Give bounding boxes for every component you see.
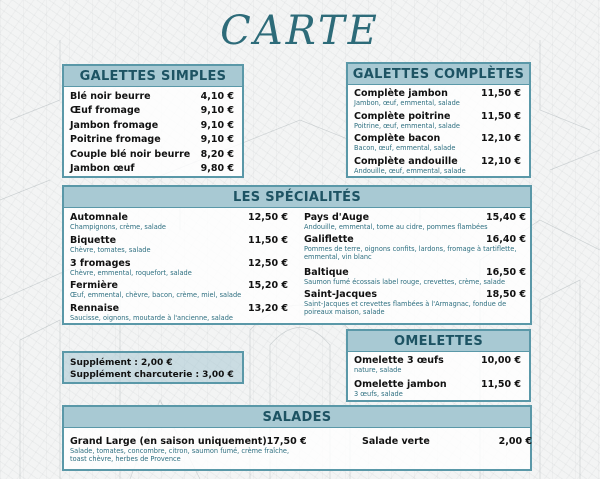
menu-item <box>304 212 526 234</box>
item-price: 13,20 € <box>248 303 288 315</box>
item-price: 9,10 € <box>200 134 234 146</box>
item-price: 15,20 € <box>248 280 288 292</box>
menu-item <box>70 303 288 326</box>
item-description: Andouille, emmental, tome au cidre, pommes flambées <box>304 223 488 231</box>
item-price: 11,50 € <box>481 379 521 390</box>
item-name: Complète jambon <box>354 88 448 99</box>
item-description: Œuf, emmental, chèvre, bacon, crème, miel, salade <box>70 291 242 300</box>
item-price: 2,00 € <box>498 436 532 447</box>
item-price: 8,20 € <box>200 148 234 160</box>
item-name: Poitrine fromage <box>70 134 161 146</box>
item-description: Saint-Jacques et crevettes flambées à l'Armagnac, fondue de poireaux maison, salade <box>304 300 507 316</box>
item-price: 10,00 € <box>481 355 521 366</box>
menu-item <box>70 235 288 258</box>
item-name: Saint-Jacques <box>304 289 377 300</box>
omelettes-title: OMELETTES <box>348 331 529 352</box>
specialites-left-column <box>70 212 288 326</box>
menu-item <box>304 234 526 267</box>
item-name: Salade verte <box>362 436 430 447</box>
item-description: Bacon, œuf, emmental, salade <box>354 144 456 152</box>
supplement-line: Supplément : 2,00 € <box>70 358 173 368</box>
item-name: Pays d'Auge <box>304 212 370 223</box>
specialites-title: LES SPÉCIALITÉS <box>64 187 530 208</box>
galettes-completes-section <box>346 62 531 178</box>
galettes-simples-title: GALETTES SIMPLES <box>64 66 242 87</box>
supplement-charcuterie-line: Supplément charcuterie : 3,00 € <box>70 370 234 380</box>
galettes-simples-section <box>62 64 244 178</box>
item-name: Automnale <box>70 212 128 223</box>
page-title: CARTE <box>220 8 380 54</box>
menu-item <box>70 436 307 463</box>
omelettes-list <box>348 352 529 403</box>
menu-item <box>70 120 234 134</box>
menu-item <box>304 289 526 319</box>
menu-item <box>304 267 526 289</box>
item-price: 9,10 € <box>200 119 234 131</box>
item-price: 15,40 € <box>486 212 526 223</box>
menu-item <box>354 111 521 134</box>
menu-item <box>354 133 521 156</box>
item-description: Salade, tomates, concombre, citron, saumon fumé, crème fraîche, toast chèvre, herbes de Provence <box>70 447 290 463</box>
salades-title: SALADES <box>64 407 530 428</box>
galettes-completes-list <box>348 85 529 178</box>
item-price: 16,40 € <box>486 234 526 245</box>
item-description: Saumon fumé écossais label rouge, crevettes, crème, salade <box>304 278 506 286</box>
menu-item <box>354 88 521 111</box>
menu-item <box>70 163 234 177</box>
galettes-completes-title: GALETTES COMPLÈTES <box>348 64 529 85</box>
menu-item <box>354 355 521 379</box>
item-name: Blé noir beurre <box>70 91 151 102</box>
item-price: 12,10 € <box>481 155 521 167</box>
salades-section <box>62 405 532 471</box>
item-name: Couple blé noir beurre <box>70 148 191 160</box>
item-name: Galiflette <box>304 234 354 245</box>
item-name: Omelette jambon <box>354 379 447 390</box>
item-name: Fermière <box>70 280 118 292</box>
item-description: Poitrine, œuf, emmental, salade <box>354 121 460 130</box>
item-name: Complète andouille <box>354 155 458 167</box>
item-price: 9,10 € <box>200 105 234 117</box>
item-description: Chèvre, emmental, roquefort, salade <box>70 268 192 277</box>
item-description: Jambon, œuf, emmental, salade <box>354 99 460 107</box>
specialites-right-column <box>304 212 526 319</box>
menu-item <box>354 379 521 403</box>
item-price: 12,50 € <box>248 257 288 269</box>
item-price: 12,50 € <box>248 212 288 223</box>
menu-item <box>362 436 532 447</box>
item-price: 11,50 € <box>481 110 521 122</box>
item-price: 9,80 € <box>200 162 234 174</box>
omelettes-section <box>346 329 531 402</box>
item-name: 3 fromages <box>70 257 131 269</box>
item-price: 11,50 € <box>248 234 288 246</box>
menu-item <box>70 134 234 148</box>
item-description: Chèvre, tomates, salade <box>70 245 151 254</box>
item-price: 18,50 € <box>486 289 526 300</box>
item-description: 3 œufs, salade <box>354 390 403 398</box>
item-description: Pommes de terre, oignons confits, lardons, fromage à tartiflette, emmental, vin blanc <box>304 245 517 261</box>
item-name: Jambon fromage <box>70 119 159 131</box>
item-price: 17,50 € <box>266 436 307 447</box>
item-price: 4,10 € <box>200 91 234 102</box>
item-name: Biquette <box>70 234 117 246</box>
item-name: Œuf fromage <box>70 105 141 117</box>
menu-item <box>354 156 521 179</box>
item-description: Saucisse, oignons, moutarde à l'ancienne, salade <box>70 314 233 323</box>
menu-item <box>70 105 234 119</box>
item-description: Champignons, crème, salade <box>70 223 166 231</box>
item-name: Complète bacon <box>354 133 441 144</box>
item-name: Baltique <box>304 267 349 278</box>
menu-item <box>70 280 288 303</box>
specialites-section <box>62 185 532 325</box>
item-name: Rennaise <box>70 303 120 315</box>
menu-item <box>70 149 234 163</box>
galettes-simples-list <box>64 87 242 177</box>
item-price: 16,50 € <box>486 267 526 278</box>
item-description: Andouille, œuf, emmental, salade <box>354 166 466 175</box>
item-name: Omelette 3 œufs <box>354 355 444 366</box>
item-name: Complète poitrine <box>354 110 451 122</box>
item-name: Jambon œuf <box>70 162 135 174</box>
menu-item <box>70 91 234 105</box>
menu-item <box>70 258 288 281</box>
item-name: Grand Large (en saison uniquement) <box>70 436 267 447</box>
item-price: 12,10 € <box>481 133 521 144</box>
item-price: 11,50 € <box>481 88 521 99</box>
menu-item <box>70 212 288 235</box>
supplements-box <box>62 351 244 384</box>
item-description: nature, salade <box>354 366 402 374</box>
